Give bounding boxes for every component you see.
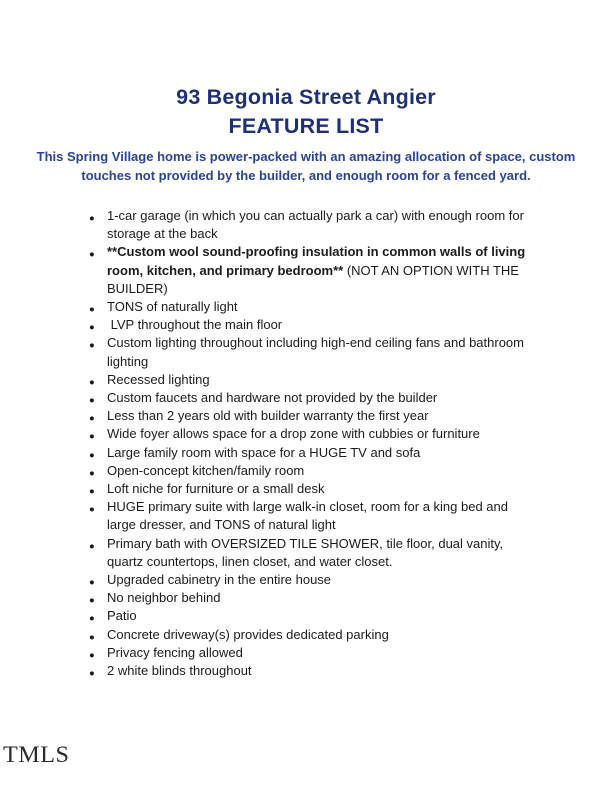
feature-item: [89, 334, 529, 370]
bullet-icon: ●: [89, 249, 95, 261]
feature-item: [89, 462, 529, 480]
bullet-icon: ●: [89, 213, 95, 224]
bullet-icon: ●: [89, 449, 95, 461]
feature-list: [89, 207, 529, 680]
bullet-icon: ●: [89, 540, 95, 552]
feature-item: [89, 371, 529, 389]
feature-item: [89, 571, 529, 589]
feature-item-text: HUGE primary suite with large walk-in closet, room for a king bed and large dresser, and TONS of natural light: [107, 499, 508, 533]
bullet-icon: ●: [89, 340, 95, 352]
feature-item: [89, 389, 529, 407]
feature-item: [89, 662, 529, 680]
feature-item-text: (NOT AN OPTION WITH THE BUILDER): [107, 262, 519, 296]
bullet-icon: ●: [89, 504, 95, 516]
bullet-icon: ●: [89, 395, 95, 407]
feature-item: [89, 480, 529, 498]
bullet-icon: ●: [89, 577, 95, 589]
feature-item-bold-text: **Custom wool sound-proofing insulation in common walls of living room, kitchen, and primary bedroom**: [107, 244, 526, 278]
bullet-icon: ●: [89, 486, 95, 498]
page-title: 93 Begonia Street Angier: [176, 85, 436, 109]
feature-item: [89, 589, 529, 607]
feature-item: [89, 444, 529, 462]
feature-item-text: Patio: [107, 608, 137, 624]
feature-item-text: Less than 2 years old with builder warranty the first year: [107, 408, 429, 424]
page-subtitle: FEATURE LIST: [228, 114, 384, 138]
feature-item: [89, 498, 529, 534]
feature-item-text: Concrete driveway(s) provides dedicated parking: [107, 626, 389, 642]
feature-item-text: LVP throughout the main floor: [107, 317, 283, 333]
intro-paragraph: This Spring Village home is power-packed with an amazing allocation of space, custom touches not provided by the builder, and enough room for a fenced yard.: [36, 149, 576, 183]
document-header: [0, 0, 612, 185]
feature-item: [89, 243, 529, 298]
feature-item-text: Recessed lighting: [107, 371, 210, 387]
bullet-icon: ●: [89, 322, 95, 334]
bullet-icon: ●: [89, 431, 95, 443]
feature-item: [89, 644, 529, 662]
feature-item: [89, 626, 529, 644]
feature-item-text: Primary bath with OVERSIZED TILE SHOWER, tile floor, dual vanity, quartz countertops, linen closet, and water closet.: [107, 535, 504, 569]
feature-item-text: 2 white blinds throughout: [107, 663, 252, 679]
bullet-icon: ●: [89, 413, 95, 425]
feature-item-text: Privacy fencing allowed: [107, 644, 243, 660]
bullet-icon: ●: [89, 649, 95, 661]
feature-item: [89, 298, 529, 316]
bullet-icon: ●: [89, 668, 95, 680]
feature-item-text: Upgraded cabinetry in the entire house: [107, 572, 332, 588]
bullet-icon: ●: [89, 376, 95, 388]
feature-item: [89, 407, 529, 425]
feature-item-text: TONS of naturally light: [107, 299, 238, 315]
bullet-icon: ●: [89, 613, 95, 625]
tmls-logo: TMLS: [3, 742, 70, 767]
feature-item: [89, 535, 529, 571]
feature-item-text: Open-concept kitchen/family room: [107, 462, 305, 478]
bullet-icon: ●: [89, 467, 95, 479]
bullet-icon: ●: [89, 595, 95, 607]
feature-item-text: 1-car garage (in which you can actually park a car) with enough room for storage at the back: [107, 208, 524, 242]
feature-item-text: Large family room with space for a HUGE TV and sofa: [107, 444, 421, 460]
feature-item: [89, 207, 529, 243]
feature-item-text: Wide foyer allows space for a drop zone with cubbies or furniture: [107, 426, 480, 442]
feature-item-text: Loft niche for furniture or a small desk: [107, 481, 325, 497]
feature-item-text: Custom lighting throughout including high-end ceiling fans and bathroom lighting: [107, 335, 524, 369]
feature-item-text: No neighbor behind: [107, 590, 221, 606]
bullet-icon: ●: [89, 304, 95, 316]
feature-item: [89, 425, 529, 443]
bullet-icon: ●: [89, 631, 95, 643]
feature-item: [89, 607, 529, 625]
feature-item-text: Custom faucets and hardware not provided by the builder: [107, 390, 438, 406]
feature-item: [89, 316, 529, 334]
